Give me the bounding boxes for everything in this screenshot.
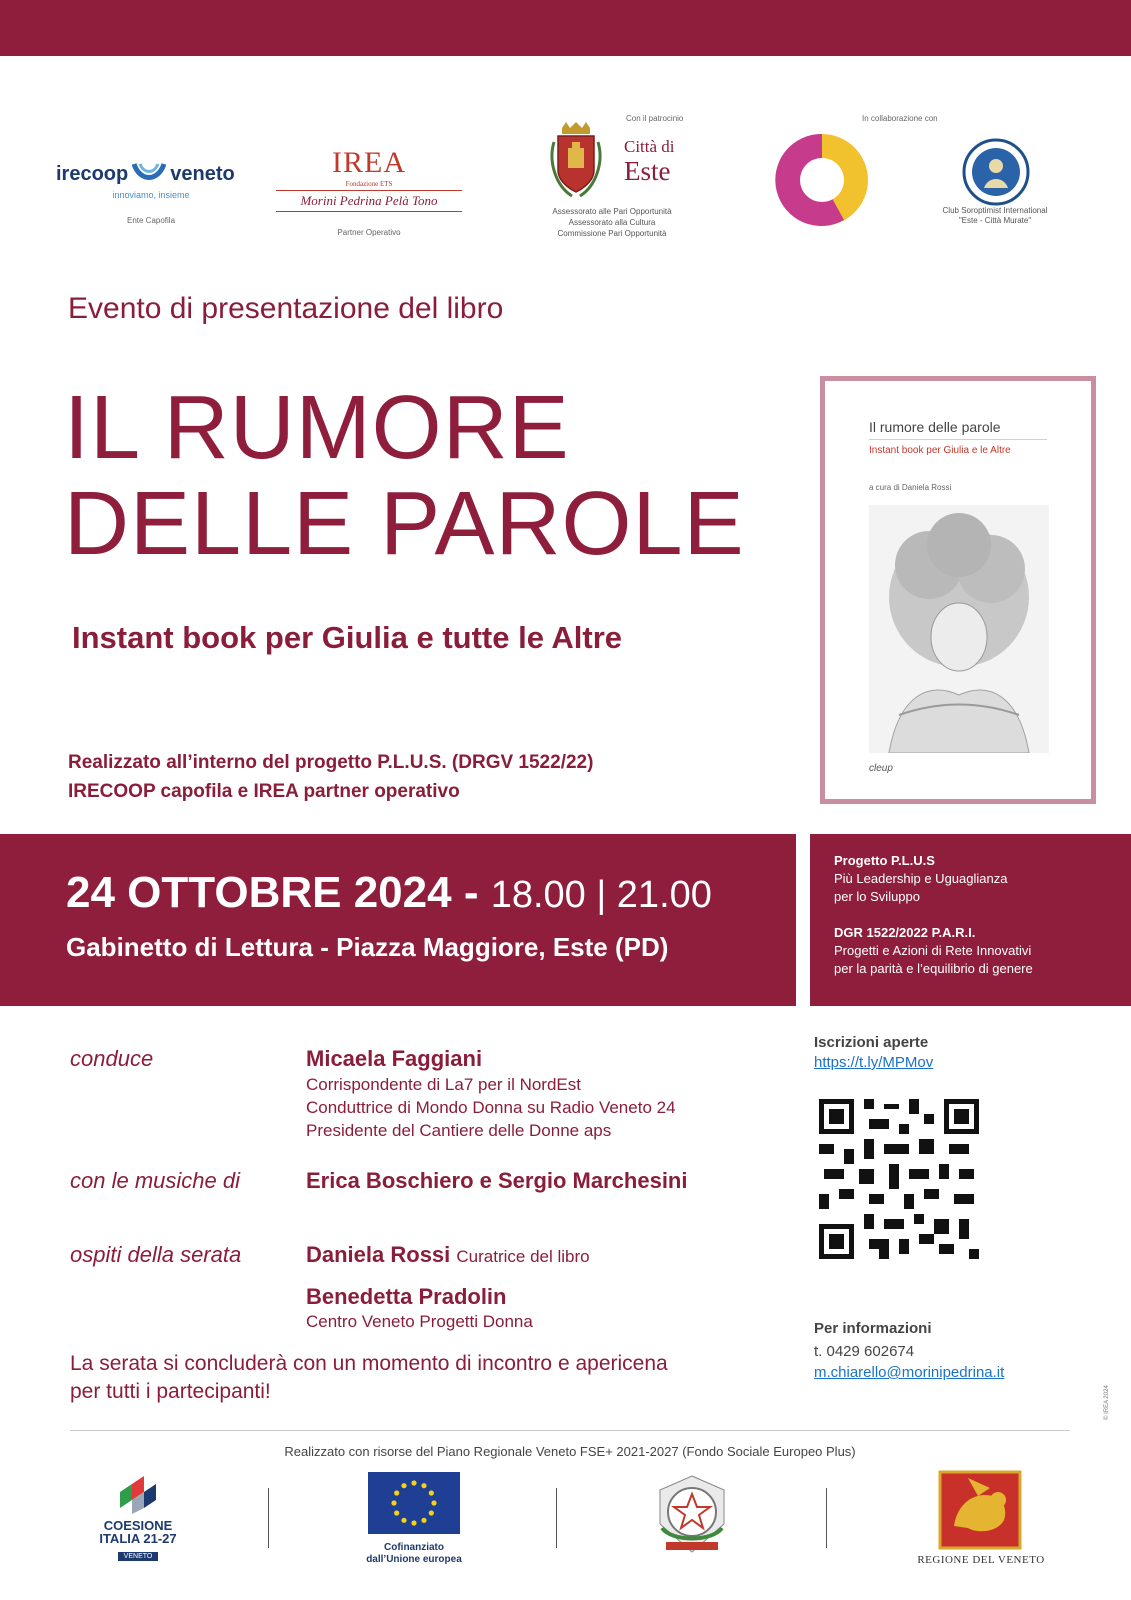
- eu-line2: dall’Unione europea: [366, 1554, 462, 1565]
- irea-logo: [276, 146, 462, 237]
- dgr-block: [834, 924, 1033, 978]
- dgr-title: DGR 1522/2022 P.A.R.I.: [834, 925, 976, 940]
- eu-star-icon: [394, 1510, 399, 1515]
- este-crest-icon: [548, 122, 604, 200]
- project-line2: IRECOOP capofila e IREA partner operativo: [68, 781, 460, 802]
- coesione-cube-icon: [114, 1470, 162, 1514]
- book-subtitle: Instant book per Giulia e tutte le Altre: [72, 620, 623, 655]
- book-title-line2: DELLE PAROLE: [64, 474, 745, 574]
- soroptimist-line2: "Este - Città Murate": [958, 216, 1032, 225]
- dgr-line1: Progetti e Azioni di Rete Innovativi: [834, 943, 1032, 958]
- eu-star-icon: [401, 1483, 406, 1488]
- office-cultura: Assessorato alla Cultura: [568, 218, 656, 227]
- eu-star-icon: [401, 1518, 406, 1523]
- event-time: 18.00 | 21.00: [490, 874, 712, 916]
- coesione-line2: ITALIA 21-27: [99, 1531, 177, 1546]
- book-cover: [820, 376, 1096, 804]
- info-email[interactable]: m.chiarello@morinipedrina.it: [814, 1364, 1005, 1381]
- host-role-1: Corrispondente di La7 per il NordEst: [306, 1075, 581, 1094]
- dgr-line2: per la parità e l’equilibrio di genere: [834, 961, 1033, 976]
- italian-republic-emblem-icon: [652, 1472, 732, 1556]
- project-info: [68, 748, 593, 806]
- project-plus-title: Progetto P.L.U.S: [834, 853, 935, 868]
- cover-subtitle: Instant book per Giulia e le Altre: [869, 445, 1011, 456]
- irea-role: Partner Operativo: [337, 228, 401, 237]
- este-offices: [532, 206, 692, 239]
- regione-veneto-label: REGIONE DEL VENETO: [917, 1554, 1045, 1566]
- host-name: Micaela Faggiani: [306, 1046, 483, 1071]
- citta-di: Città di: [624, 137, 675, 156]
- patronage-label: Con il patrocinio: [626, 114, 684, 123]
- info-label: Per informazioni: [814, 1320, 932, 1337]
- info-phone: t. 0429 602674: [814, 1343, 915, 1360]
- project-box: [810, 834, 1131, 1006]
- guest-2-role: Centro Veneto Progetti Donna: [306, 1312, 533, 1331]
- cover-divider: [869, 439, 1047, 440]
- eu-star-icon: [394, 1490, 399, 1495]
- guest-1-role: Curatrice del libro: [456, 1247, 590, 1266]
- event-date: [66, 868, 712, 918]
- soroptimist-line1: Club Soroptimist International: [942, 206, 1048, 215]
- musicians: Erica Boschiero e Sergio Marchesini: [306, 1168, 688, 1193]
- event-place: Gabinetto di Lettura - Piazza Maggiore, Este (PD): [66, 932, 669, 962]
- guest-1: [306, 1242, 590, 1268]
- irecoop-role: Ente Capofila: [126, 216, 176, 225]
- irea-name: IREA: [332, 146, 406, 179]
- music-label: con le musiche di: [70, 1168, 240, 1193]
- irea-foundation: Fondazione ETS: [345, 180, 393, 188]
- eu-star-icon: [411, 1480, 416, 1485]
- event-intro: Evento di presentazione del libro: [68, 292, 504, 325]
- event-date-day: 24 OTTOBRE 2024: [66, 868, 452, 917]
- top-color-bar: [0, 0, 1131, 56]
- footer-separator: [826, 1488, 827, 1548]
- cover-title: Il rumore delle parole: [869, 419, 1001, 435]
- cover-illustration: [869, 505, 1049, 753]
- office-pari-opportunita: Assessorato alle Pari Opportunità: [552, 207, 672, 216]
- funding-note: Realizzato con risorse del Piano Regionale Veneto FSE+ 2021-2027 (Fondo Sociale Europeo Plus): [284, 1444, 856, 1459]
- eu-star-icon: [411, 1520, 416, 1525]
- footer-divider: [70, 1430, 1070, 1431]
- project-line1: Realizzato all’interno del progetto P.L.U.S. (DRGV 1522/22): [68, 752, 594, 773]
- coesione-italia-logo: [96, 1470, 180, 1563]
- eu-star-icon: [391, 1500, 396, 1505]
- regione-veneto-lion-icon: [938, 1470, 1022, 1550]
- veneto-word: veneto: [170, 162, 235, 185]
- este-city-name: [624, 138, 675, 186]
- soroptimist-label: [928, 206, 1062, 226]
- conduce-label: conduce: [70, 1046, 154, 1071]
- irecoop-word: irecoop: [56, 162, 129, 185]
- date-band: [0, 834, 796, 1006]
- host-role-2: Conduttrice di Mondo Donna su Radio Veneto 24: [306, 1098, 676, 1117]
- eu-star-icon: [421, 1483, 426, 1488]
- eu-star-icon: [429, 1510, 434, 1515]
- irecoop-logo: [56, 160, 246, 225]
- cover-curator: a cura di Daniela Rossi: [869, 483, 952, 492]
- closing-line2: per tutti i partecipanti!: [70, 1380, 271, 1403]
- coesione-region: VENETO: [118, 1552, 159, 1561]
- eu-line1: Cofinanziato: [384, 1542, 444, 1553]
- guest-1-name: Daniela Rossi: [306, 1242, 451, 1267]
- este-word: Este: [624, 156, 671, 186]
- guests-label: ospiti della serata: [70, 1242, 242, 1267]
- eu-star-icon: [431, 1500, 436, 1505]
- footer-separator: [556, 1488, 557, 1548]
- soroptimist-logo: [962, 138, 1030, 206]
- book-title: [64, 380, 745, 572]
- cover-publisher: cleup: [869, 763, 893, 774]
- host-roles: [306, 1073, 676, 1142]
- closing-note: [70, 1350, 668, 1406]
- coesione-line1: COESIONE: [103, 1518, 173, 1533]
- cantiere-donne-logo: [774, 132, 870, 228]
- collaboration-label: In collaborazione con: [862, 114, 938, 123]
- eu-star-icon: [429, 1490, 434, 1495]
- registration-label: Iscrizioni aperte: [814, 1034, 929, 1051]
- eu-cofunded: [346, 1542, 482, 1566]
- host-role-3: Presidente del Cantiere delle Donne aps: [306, 1121, 612, 1140]
- footer-separator: [268, 1488, 269, 1548]
- irecoop-tagline: innoviamo, insieme: [112, 190, 190, 200]
- project-plus-block: [834, 852, 1007, 906]
- project-plus-line2: per lo Sviluppo: [834, 889, 920, 904]
- date-separator: -: [463, 868, 479, 917]
- irecoop-wave-icon: [132, 160, 166, 188]
- registration-link[interactable]: https://t.ly/MPMov: [814, 1054, 934, 1071]
- project-plus-line1: Più Leadership e Uguaglianza: [834, 871, 1008, 886]
- book-title-line1: IL RUMORE: [64, 378, 570, 478]
- eu-star-icon: [421, 1518, 426, 1523]
- copyright: © IREA 2024: [1104, 1385, 1110, 1420]
- guest-2-name: Benedetta Pradolin: [306, 1284, 507, 1309]
- eu-flag-icon: [368, 1472, 460, 1534]
- registration-qr-code[interactable]: [814, 1094, 984, 1264]
- closing-line1: La serata si concluderà con un momento di incontro e apericena: [70, 1352, 668, 1375]
- irea-full-name: Morini Pedrina Pelà Tono: [276, 190, 462, 212]
- office-commissione: Commissione Pari Opportunità: [557, 229, 667, 238]
